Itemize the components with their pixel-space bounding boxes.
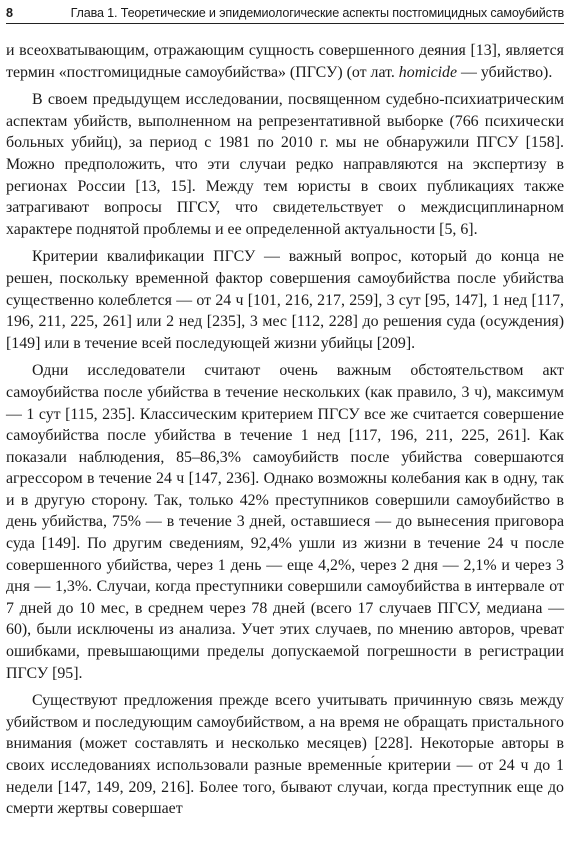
paragraph-1-text-after: — убийство). — [457, 63, 553, 81]
paragraph-2: В своем предыдущем исследовании, посвященном судебно-психиатрическим аспектам убийств, выполненном на репрезентативной выборке (766 психически больных убийц), за период с 1981 по 2010 г. мы не обнаружили ПГСУ [158]. Можно предположить, что эти случаи редко направляются на экспертизу в регионах России [13, 15]. Между тем юристы в своих публикациях также затрагивают вопросы ПГСУ, что свидетельствует о междисциплинарном характере поднятой проблемы и ее определенной актуальности [5, 6]. — [6, 91, 564, 238]
paragraph-4: Одни исследователи считают очень важным обстоятельством акт самоубийства после убийства в течение нескольких (как правило, 3 ч), максимум — 1 сут [115, 235]. Классическим критерием ПГСУ все же считается совершение самоубийства после убийства в течение 1 нед [117, 196, 211, 225, 261]. Как показали наблюдения, 85–86,3% самоубийств после убийства совершаются агрессором в течение 24 ч [147, 236]. Однако возможны колебания как в одну, так и в другую сторону. Так, только 42% преступников совершили самоубийство в день убийства, 75% — в течение 3 дней, оставшиеся — до вынесения приговора суда [149]. По другим сведениям, 92,4% ушли из жизни в течение 24 ч после совершенного убийства, через 1 день — еще 4,2%, через 2 дня — 2,1% и через 3 дня — 1,3%. Случаи, когда преступники совершили самоубийства в интервале от 7 дней до 10 мес, в среднем через 78 дней (всего 17 случаев ПГСУ, медиана — 60), были исключены из анализа. Учет этих случаев, по мнению авторов, чреват ошибками, превышающими пределы допускаемой погрешности в регистрации ПГСУ [95]. — [6, 362, 564, 682]
latin-term: homicide — [398, 63, 458, 81]
paragraph-5: Существуют предложения прежде всего учитывать причинную связь между убийством и последующим самоубийством, а на время не обращать пристального внимания (может составлять и несколько месяцев) [228]. Некоторые авторы в своих исследованиях использовали разные временны́е критерии — от 24 ч до 1 недели [147, 149, 209, 216]. Более того, бывают случаи, когда преступник еще до смерти жертвы совершает — [6, 692, 564, 818]
paragraph-1-text-before: и всеохватывающим, отражающим сущность совершенного деяния [13], является термин «постгомицидные самоубийства» (ПГСУ) (от лат. — [6, 42, 564, 81]
paragraph-3: Критерии квалификации ПГСУ — важный вопрос, который до конца не решен, поскольку временной фактор совершения самоубийства после убийства существенно колеблется — от 24 ч [101, 216, 217, 259], 3 сут [95, 147], 1 нед [117, 196, 211, 225, 261] или 2 нед [235], 3 мес [112, 228] до решения суда (осуждения) [149] или в течение всей последующей жизни убийцы [209]. — [6, 248, 564, 352]
body-text — [6, 40, 564, 820]
running-header — [6, 0, 564, 24]
page-number: 8 — [6, 6, 14, 20]
paragraph-1 — [6, 40, 564, 83]
chapter-title: Глава 1. Теоретические и эпидемиологические аспекты постгомицидных самоубийств — [70, 6, 564, 20]
